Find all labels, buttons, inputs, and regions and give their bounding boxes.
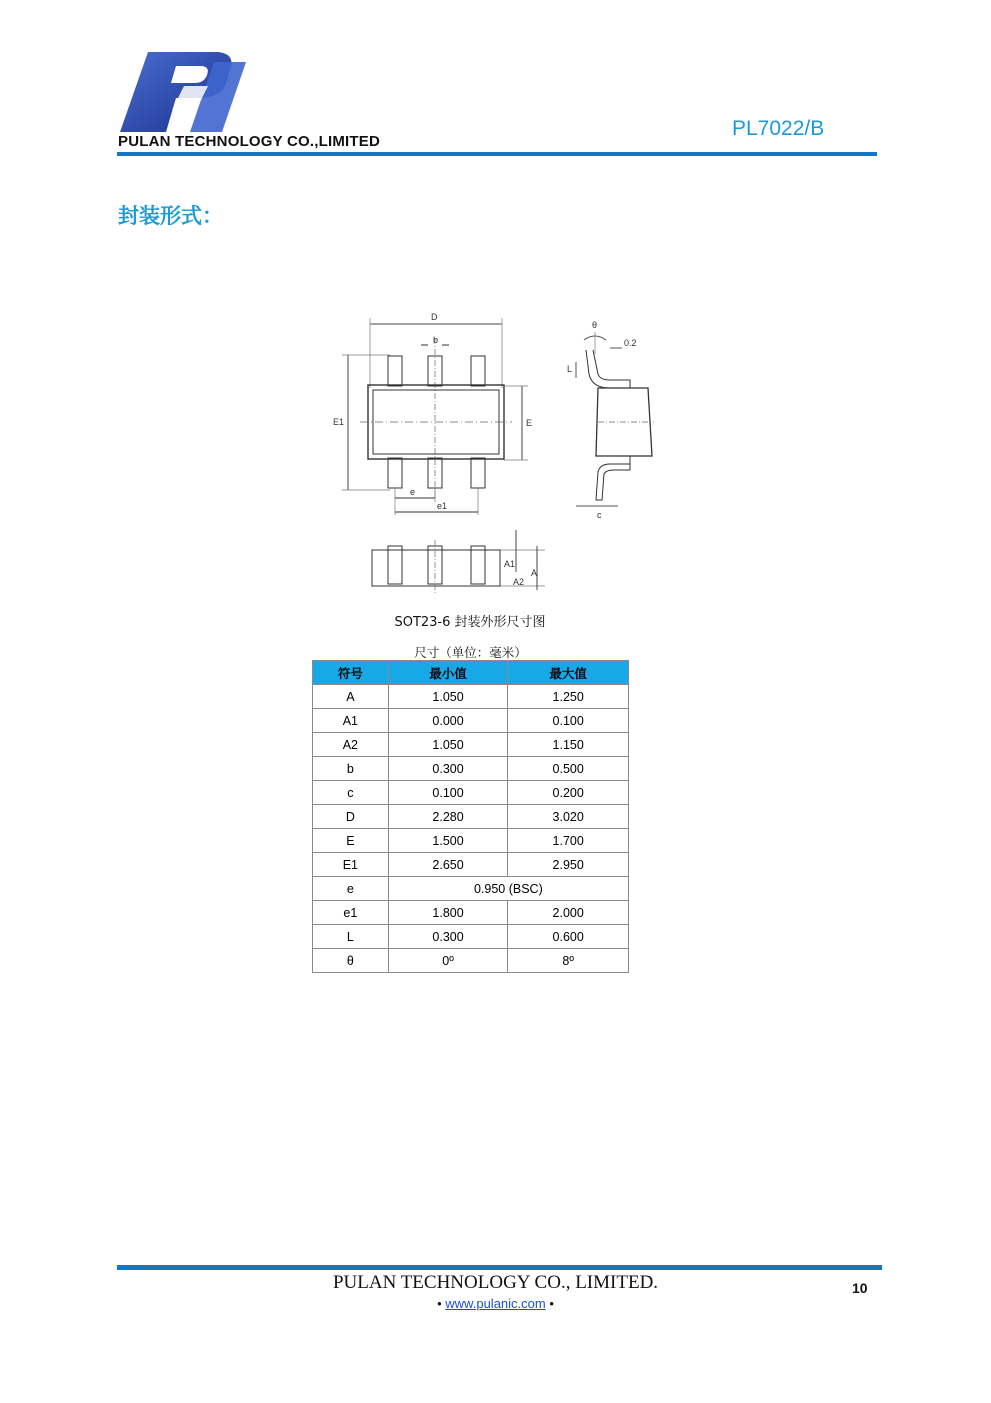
cell-max: 0.500 [508, 757, 629, 781]
label-A2: A2 [513, 577, 525, 587]
cell-max: 2.950 [508, 853, 629, 877]
label-b: b [433, 335, 439, 345]
table-header-row [313, 661, 629, 685]
cell-min: 0.000 [388, 709, 508, 733]
header-symbol: 符号 [313, 661, 389, 685]
cell-min: 1.500 [388, 829, 508, 853]
header-rule [117, 152, 877, 156]
label-lead-offset: 0.2 [624, 338, 637, 348]
cell-max: 1.700 [508, 829, 629, 853]
cell-symbol: A [313, 685, 389, 709]
cell-min: 0.100 [388, 781, 508, 805]
company-logo [118, 52, 248, 132]
table-row [313, 853, 629, 877]
sot23-6-package-drawing [330, 310, 670, 610]
table-row [313, 949, 629, 973]
cell-symbol: E1 [313, 853, 389, 877]
cell-min: 1.050 [388, 685, 508, 709]
dimension-table [312, 660, 629, 973]
table-row [313, 757, 629, 781]
cell-symbol: A1 [313, 709, 389, 733]
footer-rule [117, 1265, 882, 1270]
cell-max: 2.000 [508, 901, 629, 925]
table-caption: 尺寸（单位：毫米） [414, 645, 527, 660]
label-E: E [526, 418, 533, 428]
cell-max: 0.600 [508, 925, 629, 949]
part-number: PL7022/B [732, 117, 825, 140]
cell-min: 1.050 [388, 733, 508, 757]
cell-span-value: 0.950 (BSC) [388, 877, 628, 901]
label-A: A [531, 568, 538, 578]
cell-min: 2.650 [388, 853, 508, 877]
table-row [313, 733, 629, 757]
page-number: 10 [852, 1280, 868, 1296]
footer-company: PULAN TECHNOLOGY CO., LIMITED. [332, 1272, 659, 1293]
cell-min: 0.300 [388, 757, 508, 781]
label-c: c [597, 510, 602, 520]
cell-max: 1.150 [508, 733, 629, 757]
section-title: 封装形式： [118, 204, 223, 228]
label-A1: A1 [504, 559, 516, 569]
cell-symbol: e1 [313, 901, 389, 925]
cell-symbol: L [313, 925, 389, 949]
table-row [313, 925, 629, 949]
table-row [313, 877, 629, 901]
cell-symbol: θ [313, 949, 389, 973]
footer-url-line [0, 1296, 991, 1311]
cell-symbol: b [313, 757, 389, 781]
cell-min: 0.300 [388, 925, 508, 949]
label-E1: E1 [333, 417, 345, 427]
label-theta: θ [592, 320, 598, 330]
table-row [313, 805, 629, 829]
label-e: e [410, 487, 416, 497]
header-min: 最小值 [388, 661, 508, 685]
cell-symbol: E [313, 829, 389, 853]
table-row [313, 829, 629, 853]
drawing-caption: SOT23-6 封装外形尺寸图 [394, 615, 546, 630]
cell-symbol: A2 [313, 733, 389, 757]
website-link[interactable]: www.pulanic.com [445, 1296, 546, 1311]
table-row [313, 709, 629, 733]
table-row [313, 781, 629, 805]
cell-min: 2.280 [388, 805, 508, 829]
table-row [313, 685, 629, 709]
label-D: D [431, 312, 438, 322]
cell-max: 0.200 [508, 781, 629, 805]
cell-min: 1.800 [388, 901, 508, 925]
company-name: PULAN TECHNOLOGY CO.,LIMITED [118, 133, 380, 150]
cell-max: 0.100 [508, 709, 629, 733]
label-e1: e1 [437, 501, 448, 511]
cell-min: 0º [388, 949, 508, 973]
cell-max: 1.250 [508, 685, 629, 709]
bullet-right: • [545, 1296, 554, 1311]
cell-max: 8º [508, 949, 629, 973]
cell-symbol: c [313, 781, 389, 805]
bullet-left: • [437, 1296, 446, 1311]
cell-symbol: D [313, 805, 389, 829]
label-L: L [567, 364, 573, 374]
header-max: 最大值 [508, 661, 629, 685]
cell-max: 3.020 [508, 805, 629, 829]
table-row [313, 901, 629, 925]
cell-symbol: e [313, 877, 389, 901]
